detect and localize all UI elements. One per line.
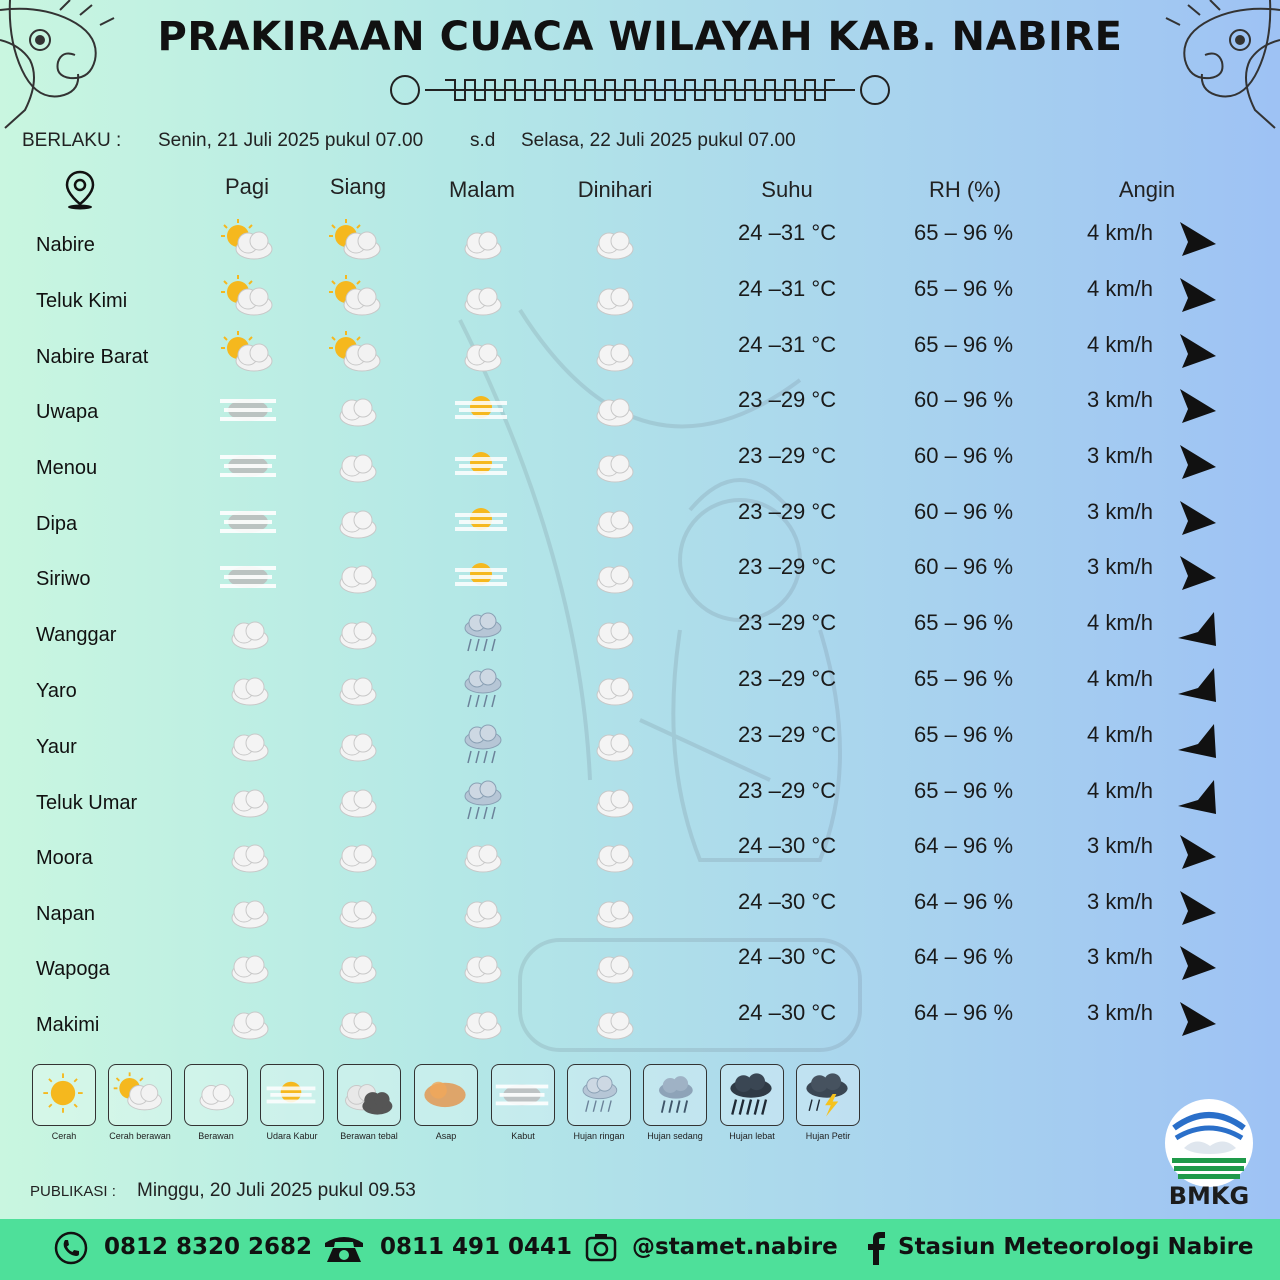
- table-row: [0, 385, 1280, 441]
- berawan-icon: [449, 272, 513, 322]
- weather-pagi: [216, 383, 280, 433]
- wind-direction-icon: [1176, 610, 1218, 648]
- berawan-icon: [324, 774, 388, 824]
- wind-direction-icon: [1176, 443, 1218, 481]
- berawan-icon: [581, 774, 645, 824]
- publication-date: Minggu, 20 Juli 2025 pukul 09.53: [137, 1180, 416, 1201]
- weather-dinihari: [581, 996, 645, 1046]
- weather-pagi: [216, 439, 280, 489]
- legend-caption: Asap: [435, 1131, 457, 1141]
- berawan-icon: [324, 662, 388, 712]
- berawan-icon: [216, 774, 280, 824]
- period-start: Senin, 21 Juli 2025 pukul 07.00: [158, 130, 424, 151]
- berawan-icon: [581, 829, 645, 879]
- table-row: [0, 998, 1280, 1054]
- berawan-icon: [324, 940, 388, 990]
- location-name: Makimi: [36, 1014, 100, 1036]
- wind-speed-value: 4 km/h: [1087, 778, 1154, 803]
- weather-pagi: [216, 718, 280, 768]
- berawan-icon: [324, 885, 388, 935]
- table-row: [0, 552, 1280, 608]
- temperature-value: 24 –31 °C: [738, 276, 837, 301]
- weather-dinihari: [581, 829, 645, 879]
- legend-berawan: [184, 1064, 248, 1126]
- weather-pagi: [216, 774, 280, 824]
- temperature-value: 23 –29 °C: [738, 778, 837, 803]
- table-row: [0, 664, 1280, 720]
- weather-malam: [449, 495, 513, 545]
- temperature-value: 24 –31 °C: [738, 220, 837, 245]
- temperature-value: 23 –29 °C: [738, 443, 837, 468]
- header-angin: Angin: [1118, 177, 1176, 202]
- wind-speed-value: 3 km/h: [1087, 554, 1154, 579]
- wind-direction-icon: [1176, 220, 1218, 258]
- location-name: Teluk Kimi: [36, 290, 128, 312]
- table-row: [0, 831, 1280, 887]
- weather-dinihari: [581, 606, 645, 656]
- humidity-value: 64 – 96 %: [914, 833, 1014, 858]
- weather-pagi: [216, 272, 280, 322]
- title-ornament-icon: [385, 72, 895, 108]
- berawan-icon: [324, 829, 388, 879]
- table-row: [0, 497, 1280, 553]
- wind-direction-icon: [1176, 387, 1218, 425]
- legend-caption: Udara Kabur: [266, 1131, 318, 1141]
- humidity-value: 65 – 96 %: [914, 332, 1014, 357]
- table-row: [0, 720, 1280, 776]
- temperature-value: 24 –31 °C: [738, 332, 837, 357]
- humidity-value: 60 – 96 %: [914, 387, 1014, 412]
- weather-malam: [449, 718, 513, 768]
- berawan-icon: [216, 718, 280, 768]
- legend-hujan-lebat: [720, 1064, 784, 1126]
- humidity-value: 64 – 96 %: [914, 889, 1014, 914]
- hujan-ringan-icon: [449, 774, 513, 824]
- legend-kabut: [491, 1064, 555, 1126]
- kabut-icon: [216, 383, 280, 433]
- kabut-icon: [216, 439, 280, 489]
- hujan-sedang-icon: [644, 1065, 704, 1121]
- temperature-value: 24 –30 °C: [738, 833, 837, 858]
- publication-label: PUBLIKASI :: [30, 1183, 116, 1200]
- berawan-icon: [581, 996, 645, 1046]
- cerah-berawan-icon: [216, 272, 280, 322]
- berawan-icon: [324, 550, 388, 600]
- location-name: Siriwo: [36, 568, 91, 590]
- header-malam: Malam: [448, 177, 515, 202]
- table-row: [0, 608, 1280, 664]
- weather-dinihari: [581, 495, 645, 545]
- location-name: Yaur: [36, 736, 77, 758]
- legend-caption: Hujan ringan: [573, 1131, 625, 1141]
- berawan-icon: [449, 996, 513, 1046]
- weather-dinihari: [581, 439, 645, 489]
- legend-udara-kabur: [260, 1064, 324, 1126]
- weather-malam: [449, 550, 513, 600]
- berawan-icon: [449, 328, 513, 378]
- berawan-icon: [581, 328, 645, 378]
- wind-speed-value: 3 km/h: [1087, 1000, 1154, 1025]
- wind-speed-value: 4 km/h: [1087, 722, 1154, 747]
- legend-caption: Cerah: [51, 1131, 77, 1141]
- weather-malam: [449, 383, 513, 433]
- period-separator: s.d: [470, 130, 496, 151]
- weather-dinihari: [581, 272, 645, 322]
- wind-speed-value: 3 km/h: [1087, 443, 1154, 468]
- legend-berawan-tebal: [337, 1064, 401, 1126]
- temperature-value: 24 –30 °C: [738, 944, 837, 969]
- weather-pagi: [216, 662, 280, 712]
- weather-pagi: [216, 829, 280, 879]
- weather-malam: [449, 774, 513, 824]
- weather-siang: [324, 550, 388, 600]
- temperature-value: 24 –30 °C: [738, 1000, 837, 1025]
- legend-cerah: [32, 1064, 96, 1126]
- humidity-value: 65 – 96 %: [914, 276, 1014, 301]
- legend-caption: Berawan tebal: [340, 1131, 398, 1141]
- berawan-icon: [324, 996, 388, 1046]
- weather-malam: [449, 940, 513, 990]
- berawan-icon: [216, 606, 280, 656]
- berawan-icon: [324, 383, 388, 433]
- location-name: Menou: [36, 457, 98, 479]
- weather-malam: [449, 439, 513, 489]
- legend-hujan-ringan: [567, 1064, 631, 1126]
- berawan-icon: [581, 885, 645, 935]
- location-name: Nabire Barat: [36, 346, 149, 368]
- temperature-value: 23 –29 °C: [738, 666, 837, 691]
- wind-speed-value: 4 km/h: [1087, 220, 1154, 245]
- header-suhu: Suhu: [761, 177, 813, 202]
- table-row: [0, 887, 1280, 943]
- weather-siang: [324, 328, 388, 378]
- udara-kabur-icon: [449, 439, 513, 489]
- berawan-icon: [581, 550, 645, 600]
- berawan-icon: [581, 662, 645, 712]
- wind-speed-value: 4 km/h: [1087, 666, 1154, 691]
- cerah-berawan-icon: [109, 1065, 169, 1121]
- wind-direction-icon: [1176, 944, 1218, 982]
- berawan-icon: [581, 439, 645, 489]
- period-end: Selasa, 22 Juli 2025 pukul 07.00: [521, 130, 796, 151]
- location-name: Yaro: [36, 680, 77, 702]
- weather-siang: [324, 383, 388, 433]
- hujan-ringan-icon: [449, 718, 513, 768]
- temperature-value: 24 –30 °C: [738, 889, 837, 914]
- weather-malam: [449, 328, 513, 378]
- berawan-icon: [581, 383, 645, 433]
- table-row: [0, 330, 1280, 386]
- weather-siang: [324, 940, 388, 990]
- location-name: Wanggar: [36, 624, 117, 646]
- berawan-icon: [581, 940, 645, 990]
- wind-direction-icon: [1176, 722, 1218, 760]
- berawan-tebal-icon: [338, 1065, 398, 1121]
- location-name: Teluk Umar: [36, 792, 138, 814]
- wind-direction-icon: [1176, 833, 1218, 871]
- weather-malam: [449, 272, 513, 322]
- weather-pagi: [216, 328, 280, 378]
- weather-dinihari: [581, 885, 645, 935]
- wind-speed-value: 3 km/h: [1087, 833, 1154, 858]
- weather-pagi: [216, 606, 280, 656]
- berawan-icon: [581, 216, 645, 266]
- hujan-petir-icon: [797, 1065, 857, 1121]
- weather-pagi: [216, 216, 280, 266]
- weather-siang: [324, 216, 388, 266]
- wind-speed-value: 3 km/h: [1087, 944, 1154, 969]
- temperature-value: 23 –29 °C: [738, 722, 837, 747]
- table-row: [0, 942, 1280, 998]
- cerah-berawan-icon: [216, 328, 280, 378]
- instagram-icon: [584, 1231, 618, 1265]
- weather-pagi: [216, 996, 280, 1046]
- kabut-icon: [492, 1065, 552, 1121]
- header-rh: RH (%): [928, 177, 1002, 202]
- wind-direction-icon: [1176, 276, 1218, 314]
- legend-hujan-petir: [796, 1064, 860, 1126]
- period-label: BERLAKU :: [22, 130, 122, 151]
- berawan-icon: [581, 495, 645, 545]
- location-pin-icon: [64, 170, 96, 210]
- legend-caption: Kabut: [511, 1131, 535, 1141]
- wind-speed-value: 4 km/h: [1087, 610, 1154, 635]
- wind-speed-value: 3 km/h: [1087, 387, 1154, 412]
- humidity-value: 60 – 96 %: [914, 499, 1014, 524]
- berawan-icon: [324, 718, 388, 768]
- header-pagi: Pagi: [224, 174, 270, 199]
- berawan-icon: [216, 662, 280, 712]
- bmkg-logo-text: BMKG: [1168, 1182, 1250, 1210]
- cerah-berawan-icon: [324, 272, 388, 322]
- berawan-icon: [449, 885, 513, 935]
- berawan-icon: [449, 216, 513, 266]
- berawan-icon: [324, 606, 388, 656]
- legend-asap: [414, 1064, 478, 1126]
- berawan-icon: [581, 606, 645, 656]
- wind-speed-value: 3 km/h: [1087, 499, 1154, 524]
- location-name: Moora: [36, 847, 93, 869]
- legend-caption: Hujan lebat: [729, 1131, 775, 1141]
- humidity-value: 65 – 96 %: [914, 722, 1014, 747]
- weather-malam: [449, 606, 513, 656]
- location-name: Nabire: [36, 234, 95, 256]
- weather-siang: [324, 662, 388, 712]
- berawan-icon: [449, 940, 513, 990]
- legend-cerah-berawan: [108, 1064, 172, 1126]
- footer-facebook[interactable]: Stasiun Meteorologi Nabire: [898, 1234, 1254, 1260]
- asap-icon: [415, 1065, 475, 1121]
- weather-dinihari: [581, 718, 645, 768]
- berawan-icon: [449, 829, 513, 879]
- weather-malam: [449, 662, 513, 712]
- footer-phone[interactable]: 0812 8320 2682: [104, 1234, 313, 1260]
- wind-direction-icon: [1176, 666, 1218, 704]
- berawan-icon: [581, 718, 645, 768]
- wind-direction-icon: [1176, 889, 1218, 927]
- humidity-value: 64 – 96 %: [914, 1000, 1014, 1025]
- wind-speed-value: 4 km/h: [1087, 276, 1154, 301]
- temperature-value: 23 –29 °C: [738, 499, 837, 524]
- weather-pagi: [216, 885, 280, 935]
- wind-direction-icon: [1176, 332, 1218, 370]
- humidity-value: 65 – 96 %: [914, 666, 1014, 691]
- legend-caption: Hujan sedang: [647, 1131, 703, 1141]
- weather-siang: [324, 495, 388, 545]
- weather-dinihari: [581, 328, 645, 378]
- kabut-icon: [216, 495, 280, 545]
- weather-pagi: [216, 550, 280, 600]
- cerah-icon: [33, 1065, 93, 1121]
- footer-telephone[interactable]: 0811 491 0441: [380, 1234, 573, 1260]
- weather-pagi: [216, 495, 280, 545]
- location-name: Uwapa: [36, 401, 99, 423]
- udara-kabur-icon: [449, 550, 513, 600]
- table-row: [0, 274, 1280, 330]
- berawan-icon: [581, 272, 645, 322]
- berawan-icon: [216, 996, 280, 1046]
- weather-malam: [449, 829, 513, 879]
- header-dinihari: Dinihari: [577, 177, 653, 202]
- berawan-icon: [216, 940, 280, 990]
- telephone-icon: [322, 1231, 366, 1265]
- weather-pagi: [216, 940, 280, 990]
- weather-siang: [324, 996, 388, 1046]
- wind-speed-value: 4 km/h: [1087, 332, 1154, 357]
- hujan-ringan-icon: [449, 606, 513, 656]
- legend-caption: Hujan Petir: [805, 1131, 851, 1141]
- weather-siang: [324, 829, 388, 879]
- berawan-icon: [324, 495, 388, 545]
- wind-direction-icon: [1176, 499, 1218, 537]
- humidity-value: 65 – 96 %: [914, 778, 1014, 803]
- udara-kabur-icon: [449, 495, 513, 545]
- berawan-icon: [216, 885, 280, 935]
- weather-dinihari: [581, 550, 645, 600]
- weather-malam: [449, 216, 513, 266]
- weather-dinihari: [581, 216, 645, 266]
- hujan-lebat-icon: [721, 1065, 781, 1121]
- table-row: [0, 441, 1280, 497]
- weather-siang: [324, 439, 388, 489]
- weather-siang: [324, 774, 388, 824]
- temperature-value: 23 –29 °C: [738, 554, 837, 579]
- cerah-berawan-icon: [216, 216, 280, 266]
- weather-dinihari: [581, 383, 645, 433]
- footer-instagram[interactable]: @stamet.nabire: [632, 1234, 838, 1260]
- udara-kabur-icon: [261, 1065, 321, 1121]
- weather-siang: [324, 272, 388, 322]
- legend-hujan-sedang: [643, 1064, 707, 1126]
- weather-malam: [449, 885, 513, 935]
- hujan-ringan-icon: [449, 662, 513, 712]
- hujan-ringan-icon: [568, 1065, 628, 1121]
- wind-direction-icon: [1176, 554, 1218, 592]
- humidity-value: 65 – 96 %: [914, 220, 1014, 245]
- weather-siang: [324, 885, 388, 935]
- berawan-icon: [216, 829, 280, 879]
- legend-caption: Cerah berawan: [109, 1131, 171, 1141]
- berawan-icon: [324, 439, 388, 489]
- humidity-value: 64 – 96 %: [914, 944, 1014, 969]
- wind-speed-value: 3 km/h: [1087, 889, 1154, 914]
- temperature-value: 23 –29 °C: [738, 610, 837, 635]
- facebook-icon: [864, 1231, 888, 1265]
- bmkg-logo-icon: [1162, 1096, 1256, 1190]
- weather-dinihari: [581, 940, 645, 990]
- wind-direction-icon: [1176, 778, 1218, 816]
- wind-direction-icon: [1176, 1000, 1218, 1038]
- weather-dinihari: [581, 774, 645, 824]
- header-siang: Siang: [329, 174, 387, 199]
- phone-icon: [54, 1231, 88, 1265]
- weather-dinihari: [581, 662, 645, 712]
- location-name: Dipa: [36, 513, 78, 535]
- kabut-icon: [216, 550, 280, 600]
- temperature-value: 23 –29 °C: [738, 387, 837, 412]
- cerah-berawan-icon: [324, 328, 388, 378]
- humidity-value: 60 – 96 %: [914, 443, 1014, 468]
- weather-siang: [324, 606, 388, 656]
- location-name: Napan: [36, 903, 95, 925]
- weather-siang: [324, 718, 388, 768]
- cerah-berawan-icon: [324, 216, 388, 266]
- legend-caption: Berawan: [198, 1131, 234, 1141]
- udara-kabur-icon: [449, 383, 513, 433]
- location-name: Wapoga: [36, 958, 110, 980]
- weather-malam: [449, 996, 513, 1046]
- table-row: [0, 776, 1280, 832]
- berawan-icon: [185, 1065, 245, 1121]
- table-row: [0, 218, 1280, 274]
- page-title: PRAKIRAAN CUACA WILAYAH KAB. NABIRE: [157, 14, 1123, 60]
- humidity-value: 65 – 96 %: [914, 610, 1014, 635]
- humidity-value: 60 – 96 %: [914, 554, 1014, 579]
